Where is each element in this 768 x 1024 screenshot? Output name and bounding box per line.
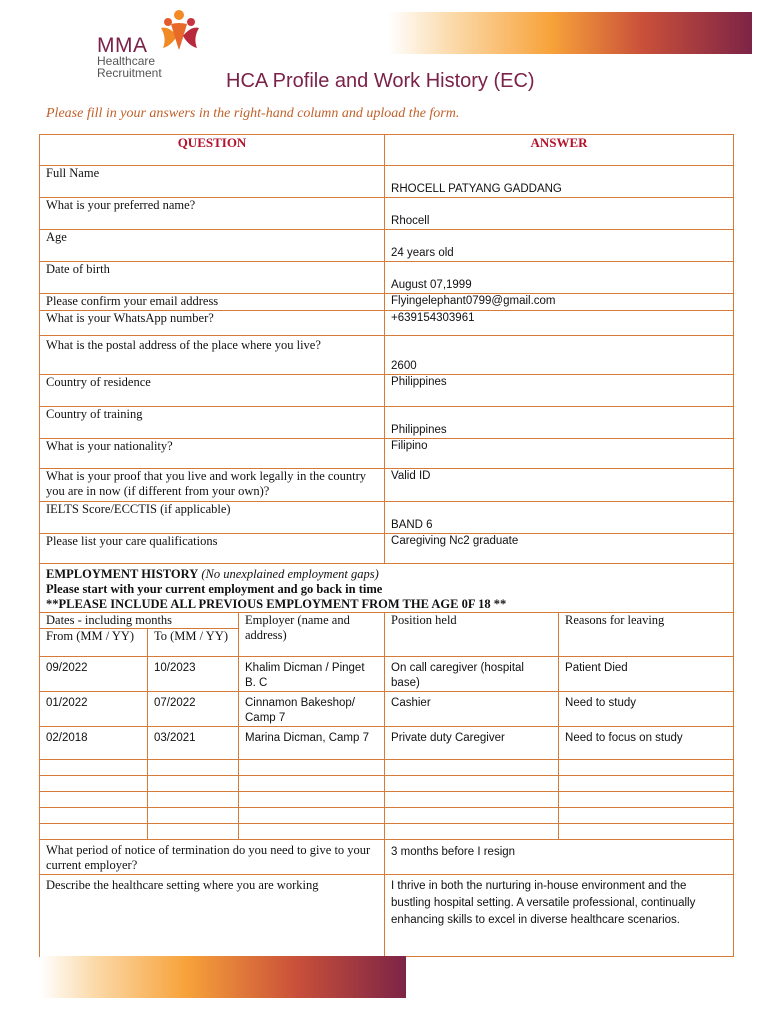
footer-gradient-band	[40, 956, 406, 998]
company-logo	[97, 8, 217, 78]
to-cell[interactable]: 10/2023	[148, 657, 239, 692]
notice-answer[interactable]: 3 months before I resign	[385, 840, 734, 875]
answer-cell[interactable]: August 07,1999	[385, 262, 734, 294]
answer-cell[interactable]: RHOCELL PATYANG GADDANG	[385, 166, 734, 198]
employment-heading-note: (No unexplained employment gaps)	[201, 567, 379, 581]
empty-cell[interactable]	[40, 824, 148, 840]
empty-cell[interactable]	[239, 808, 385, 824]
question-cell: Age	[40, 230, 385, 262]
question-cell: Please list your care qualifications	[40, 534, 385, 564]
employment-row-empty	[40, 824, 734, 840]
question-cell: What is the postal address of the place where you live?	[40, 336, 385, 375]
qa-row	[40, 375, 734, 407]
empty-cell[interactable]	[40, 776, 148, 792]
employment-row	[40, 692, 734, 727]
empty-cell[interactable]	[148, 808, 239, 824]
employment-instructions	[40, 564, 734, 613]
answer-cell[interactable]: +639154303961	[385, 311, 734, 336]
empty-cell[interactable]	[239, 760, 385, 776]
answer-cell[interactable]: Flyingelephant0799@gmail.com	[385, 294, 734, 311]
question-cell: What is your WhatsApp number?	[40, 311, 385, 336]
employment-heading: EMPLOYMENT HISTORY	[46, 567, 199, 581]
reason-cell[interactable]: Need to study	[559, 692, 734, 727]
logo-text-recruitment: Recruitment	[97, 66, 162, 80]
reasons-col-header: Reasons for leaving	[559, 613, 734, 657]
from-cell[interactable]: 09/2022	[40, 657, 148, 692]
people-logo-icon	[157, 8, 203, 52]
answer-cell[interactable]: 24 years old	[385, 230, 734, 262]
question-cell: What is your nationality?	[40, 439, 385, 469]
answer-header: ANSWER	[385, 135, 734, 166]
employer-cell[interactable]: Khalim Dicman / Pinget B. C	[239, 657, 385, 692]
empty-cell[interactable]	[239, 792, 385, 808]
page-title: HCA Profile and Work History (EC)	[226, 70, 535, 92]
answer-cell: Caregiving Nc2 graduate	[385, 534, 734, 564]
question-cell: Date of birth	[40, 262, 385, 294]
logo-text-healthcare: Healthcare	[97, 54, 156, 68]
empty-cell[interactable]	[40, 808, 148, 824]
position-col-header: Position held	[385, 613, 559, 657]
answer-cell[interactable]: Valid ID	[385, 469, 734, 502]
position-cell[interactable]: On call caregiver (hospital base)	[385, 657, 559, 692]
empty-cell[interactable]	[559, 776, 734, 792]
qa-row	[40, 407, 734, 439]
employment-row-empty	[40, 760, 734, 776]
to-cell[interactable]: 07/2022	[148, 692, 239, 727]
employer-col-header: Employer (name and address)	[239, 613, 385, 657]
instructions-text: Please fill in your answers in the right-hand column and upload the form.	[46, 106, 460, 121]
profile-form-table	[39, 134, 734, 957]
empty-cell[interactable]	[239, 776, 385, 792]
employment-row-empty	[40, 808, 734, 824]
qa-row	[40, 230, 734, 262]
reason-cell[interactable]: Need to focus on study	[559, 727, 734, 760]
from-col-header: From (MM / YY)	[40, 629, 148, 657]
setting-question: Describe the healthcare setting where you are working	[40, 875, 385, 957]
answer-cell[interactable]: Rhocell	[385, 198, 734, 230]
qa-row	[40, 311, 734, 336]
reason-cell[interactable]: Patient Died	[559, 657, 734, 692]
employer-cell[interactable]: Cinnamon Bakeshop/ Camp 7	[239, 692, 385, 727]
empty-cell[interactable]	[148, 792, 239, 808]
notice-row	[40, 840, 734, 875]
empty-cell[interactable]	[148, 776, 239, 792]
question-cell: Country of training	[40, 407, 385, 439]
form-header-row	[40, 135, 734, 166]
notice-question: What period of notice of termination do you need to give to your current employer?	[40, 840, 385, 875]
setting-answer[interactable]: I thrive in both the nurturing in-house environment and the bustling hospital setting. A versatile professional, continually enhancing skills to excel in diverse healthcare scenarios.	[385, 875, 734, 957]
qa-row	[40, 262, 734, 294]
empty-cell[interactable]	[385, 824, 559, 840]
dates-label-row	[40, 613, 734, 629]
qa-row	[40, 336, 734, 375]
qa-row	[40, 166, 734, 198]
question-header: QUESTION	[40, 135, 385, 166]
question-cell: Please confirm your email address	[40, 294, 385, 311]
setting-row	[40, 875, 734, 957]
question-cell: IELTS Score/ECCTIS (if applicable)	[40, 502, 385, 534]
empty-cell[interactable]	[559, 792, 734, 808]
question-cell: What is your proof that you live and work legally in the country you are in now (if different from your own)?	[40, 469, 385, 502]
empty-cell[interactable]	[239, 824, 385, 840]
answer-cell[interactable]: Philippines	[385, 407, 734, 439]
position-cell[interactable]: Cashier	[385, 692, 559, 727]
qa-row	[40, 294, 734, 311]
qa-row	[40, 469, 734, 502]
employment-row-empty	[40, 776, 734, 792]
to-col-header: To (MM / YY)	[148, 629, 239, 657]
empty-cell[interactable]	[40, 760, 148, 776]
question-cell: Country of residence	[40, 375, 385, 407]
employment-line-2: Please start with your current employment and go back in time	[46, 582, 383, 596]
empty-cell[interactable]	[385, 776, 559, 792]
qa-row	[40, 198, 734, 230]
to-cell[interactable]: 03/2021	[148, 727, 239, 760]
answer-cell[interactable]: 2600	[385, 336, 734, 375]
empty-cell[interactable]	[40, 792, 148, 808]
qa-row	[40, 534, 734, 564]
from-cell[interactable]: 01/2022	[40, 692, 148, 727]
from-cell[interactable]: 02/2018	[40, 727, 148, 760]
answer-cell[interactable]: Filipino	[385, 439, 734, 469]
dates-label: Dates - including months	[40, 613, 239, 629]
employment-history-header	[40, 564, 734, 613]
empty-cell[interactable]	[559, 760, 734, 776]
employment-row	[40, 657, 734, 692]
question-cell: Full Name	[40, 166, 385, 198]
answer-cell[interactable]: Philippines	[385, 375, 734, 407]
qa-row	[40, 439, 734, 469]
employment-row	[40, 727, 734, 760]
employment-line-3: **PLEASE INCLUDE ALL PREVIOUS EMPLOYMENT FROM THE AGE 0F 18 **	[46, 597, 507, 611]
answer-cell[interactable]: BAND 6	[385, 502, 734, 534]
empty-cell[interactable]	[385, 808, 559, 824]
empty-cell[interactable]	[559, 808, 734, 824]
empty-cell[interactable]	[385, 760, 559, 776]
empty-cell[interactable]	[385, 792, 559, 808]
empty-cell[interactable]	[148, 760, 239, 776]
employer-cell[interactable]: Marina Dicman, Camp 7	[239, 727, 385, 760]
header-gradient-band	[388, 12, 752, 54]
empty-cell[interactable]	[148, 824, 239, 840]
question-cell: What is your preferred name?	[40, 198, 385, 230]
logo-text-mma: MMA	[97, 34, 148, 57]
empty-cell[interactable]	[559, 824, 734, 840]
position-cell[interactable]: Private duty Caregiver	[385, 727, 559, 760]
qa-row	[40, 502, 734, 534]
employment-row-empty	[40, 792, 734, 808]
